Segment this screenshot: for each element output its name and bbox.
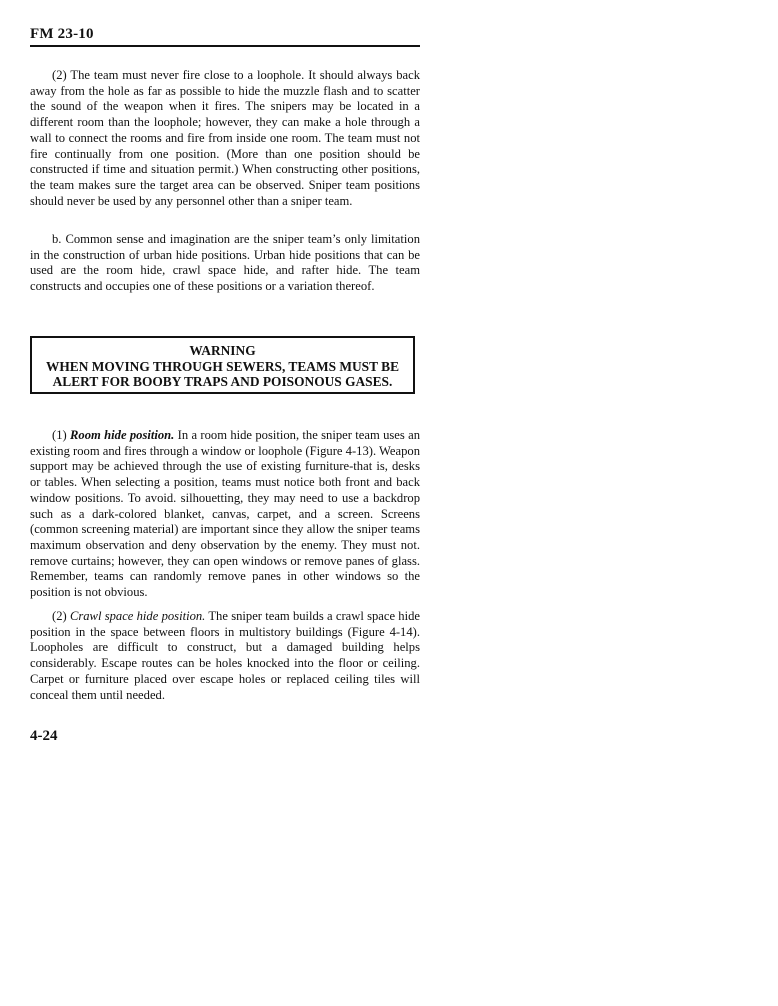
paragraph-lead: (2): [52, 609, 70, 623]
paragraph-title-room-hide: Room hide position.: [70, 428, 175, 442]
paragraph-fire-loophole: (2) The team must never fire close to a loophole. It should always back away from the hole as far as possible to hide the muzzle flash and to scatter the sound of the weapon when it fires. The snipers may be located in a different room than the loophole; however, they can make a hole through a wall to connect the rooms and fire from inside one room. The team must not fire continually from one position. (More than one position should be constructed if time and situation permit.) When constructing other positions, the team makes sure the target area can be observed. Sniper team positions should never be used by any personnel other than a sniper team.: [30, 68, 420, 208]
warning-title: WARNING: [189, 343, 256, 358]
paragraph-urban-hide-intro: b. Common sense and imagination are the sniper team’s only limitation in the construction of urban hide positions. Urban hide positions that can be used are the room hide, crawl space hide, and rafter hide. The team constructs and occupies one of these positions or a variation thereof.: [30, 232, 420, 294]
paragraph-lead: (1): [52, 428, 71, 442]
warning-line-1: WHEN MOVING THROUGH SEWERS, TEAMS MUST BE: [45, 358, 400, 374]
header-rule: [30, 45, 420, 47]
warning-box: [30, 336, 415, 394]
paragraph-body: The sniper team builds a crawl space hide position in the space between floors in multistory buildings (Figure 4-14). Loopholes are difficult to construct, but a damaged building helps considerably. Escape routes can be holes knocked into the floor or ceiling. Carpet or furniture placed over escape holes or replaced ceiling tiles will conceal them until needed.: [30, 609, 420, 702]
page-number: 4-24: [30, 728, 58, 744]
paragraph-title-crawl-space: Crawl space hide position.: [69, 609, 206, 623]
paragraph-body: In a room hide position, the sniper team uses an existing room and fires through a window or loophole (Figure 4-13). Weapon support may be achieved through the use of existing furniture-that is, desks or tables. When selecting a position, teams must notice both front and back window positions. To avoid. silhouetting, they may need to use a backdrop such as a dark-colored blanket, canvas, carpet, and a screen. Screens (common screening material) are important since they allow the sniper teams maximum observation and deny observation by the enemy. They must not. remove curtains; however, they can open windows or remove panes of glass. Remember, teams can randomly remove panes in other windows so the position is not obvious.: [30, 428, 420, 600]
warning-line-2: ALERT FOR BOOBY TRAPS AND POISONOUS GASES.: [52, 374, 393, 389]
manual-code: FM 23-10: [30, 26, 94, 42]
paragraph-crawl-space-hide: [30, 609, 420, 703]
paragraph-room-hide: [30, 428, 420, 601]
